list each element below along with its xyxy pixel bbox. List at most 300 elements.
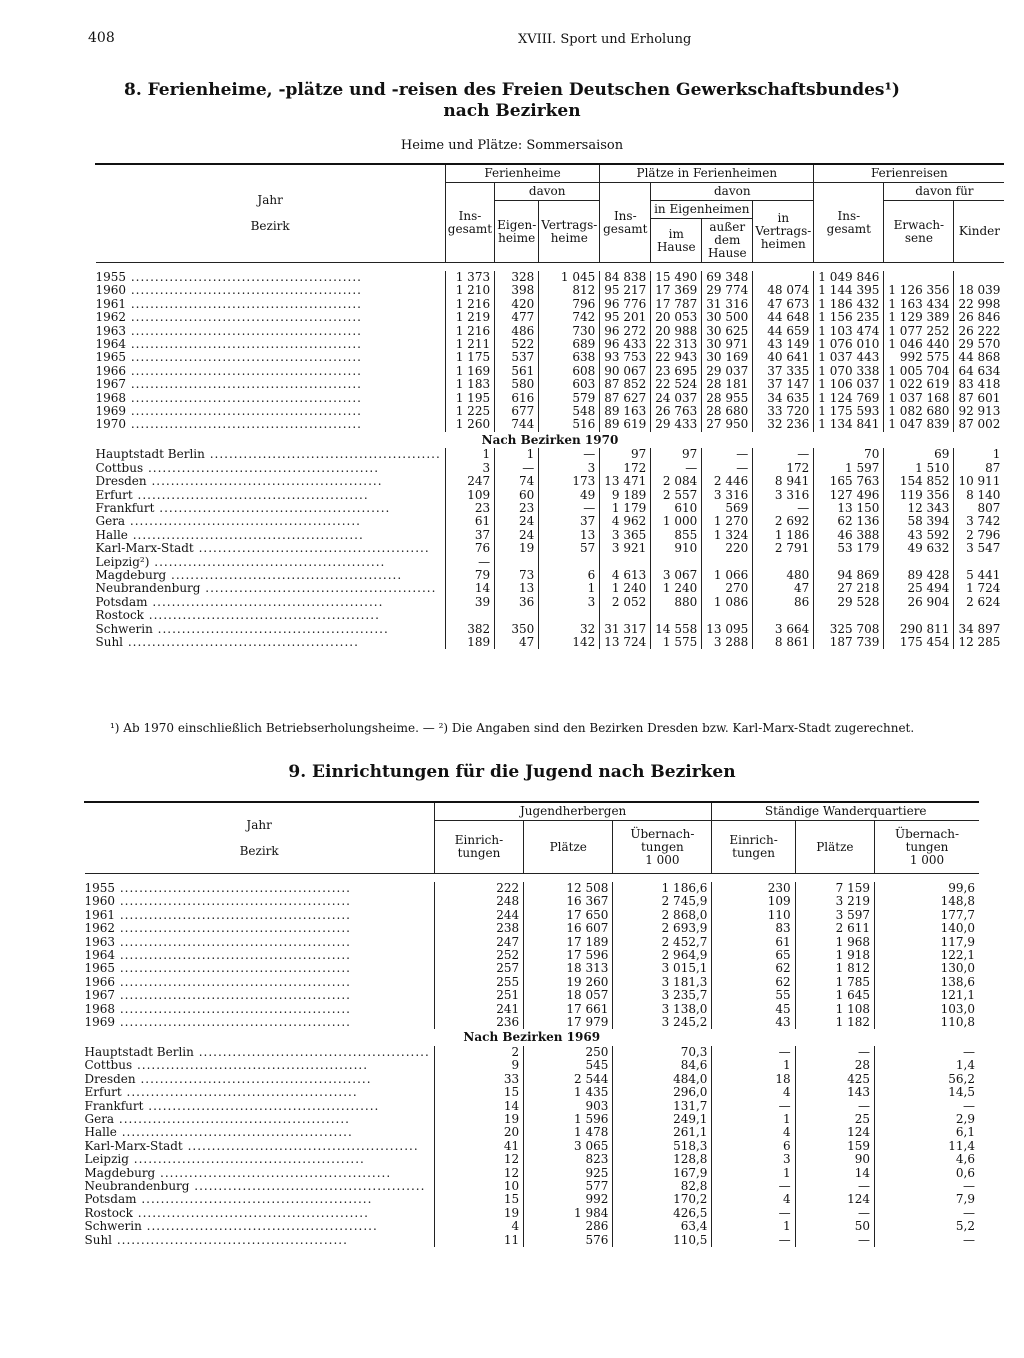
col-reisen-insgesamt: Ins-gesamt <box>814 183 884 263</box>
row-label <box>96 338 446 351</box>
col-wq-plaetze: Plätze <box>795 821 874 874</box>
table-cell: 18 057 <box>524 989 613 1002</box>
row-label-text: Karl-Marx-Stadt ..... <box>85 1140 430 1153</box>
table-cell: 56,2 <box>875 1073 979 1086</box>
table-cell: 124 <box>795 1126 874 1139</box>
row-label <box>96 623 446 636</box>
table-cell: 159 <box>795 1140 874 1153</box>
row-label-text: 1963 ..... <box>96 325 441 338</box>
table-row <box>96 284 1005 297</box>
row-label <box>96 502 446 515</box>
table-cell: 18 039 <box>954 284 1005 297</box>
table-cell: 222 <box>434 882 523 895</box>
table-cell: 255 <box>434 976 523 989</box>
table-cell: 128,8 <box>613 1153 712 1166</box>
row-label <box>96 405 446 418</box>
table-cell: 97 <box>600 448 651 461</box>
row-label <box>96 569 446 582</box>
col-ferienreisen: Ferienreisen <box>814 165 1005 183</box>
row-label-text: Gera ..... <box>96 515 441 528</box>
table-cell: 1 086 <box>702 596 753 609</box>
table-cell: 93 753 <box>600 351 651 364</box>
table-cell: 425 <box>795 1073 874 1086</box>
row-label <box>85 936 435 949</box>
table-cell: 17 787 <box>651 298 702 311</box>
table-cell: 1 103 474 <box>814 325 884 338</box>
row-label-text: 1961 ..... <box>85 909 430 922</box>
table-row <box>96 311 1005 324</box>
table-cell: 12 508 <box>524 882 613 895</box>
table-cell: 1 211 <box>445 338 494 351</box>
table-row <box>85 962 980 975</box>
table-cell: — <box>712 1207 795 1220</box>
row-label <box>85 1180 435 1193</box>
table-cell: 18 313 <box>524 962 613 975</box>
table-cell: 30 971 <box>702 338 753 351</box>
table-cell: 83 <box>712 922 795 935</box>
table-cell: 95 201 <box>600 311 651 324</box>
table-cell: 69 <box>884 448 954 461</box>
row-label-text: Erfurt ..... <box>96 489 441 502</box>
table-cell: 13 724 <box>600 636 651 649</box>
table-row <box>96 462 1005 475</box>
table-cell: 18 <box>712 1073 795 1086</box>
table-cell: 110 <box>712 909 795 922</box>
table-cell: — <box>495 462 539 475</box>
table-cell: 608 <box>539 365 600 378</box>
table-cell: — <box>753 502 814 515</box>
table-cell: — <box>795 1234 874 1247</box>
table-cell: 87 <box>954 462 1005 475</box>
table-cell: 1 070 338 <box>814 365 884 378</box>
table-cell: 4 <box>712 1126 795 1139</box>
row-label-text: Frankfurt ..... <box>85 1100 430 1113</box>
table-cell: 9 189 <box>600 489 651 502</box>
col-erwachsene: Erwach-sene <box>884 201 954 263</box>
table-cell: 3 067 <box>651 569 702 582</box>
table-row <box>85 1193 980 1206</box>
col-vertragsheime: Vertrags-heime <box>539 201 600 263</box>
table-cell: 1 435 <box>524 1086 613 1099</box>
col-in-vertragsheimen: in Vertrags-heimen <box>753 201 814 263</box>
col-wq-uebernachtungen: Übernach-tungen 1 000 <box>875 821 979 874</box>
table8-body <box>96 263 1005 650</box>
table-row <box>85 976 980 989</box>
table-cell: 10 <box>434 1180 523 1193</box>
table-cell: 97 <box>651 448 702 461</box>
table-cell: 16 367 <box>524 895 613 908</box>
table-cell: 796 <box>539 298 600 311</box>
table-cell: 44 868 <box>954 351 1005 364</box>
row-label <box>85 1234 435 1247</box>
table-cell: 3 742 <box>954 515 1005 528</box>
table-cell: 12 <box>434 1167 523 1180</box>
table-cell: — <box>795 1046 874 1059</box>
table-row <box>85 1073 980 1086</box>
table-cell: 20 988 <box>651 325 702 338</box>
row-label-text: 1955 ..... <box>96 271 441 284</box>
table-cell: 925 <box>524 1167 613 1180</box>
table-cell: 34 897 <box>954 623 1005 636</box>
table-cell: 26 904 <box>884 596 954 609</box>
row-label-text: 1964 ..... <box>96 338 441 351</box>
table-cell: 89 619 <box>600 418 651 431</box>
table-cell: 2 745,9 <box>613 895 712 908</box>
table-cell: 1 510 <box>884 462 954 475</box>
table-cell: — <box>712 1180 795 1193</box>
col-heime-insgesamt: Ins-gesamt <box>445 183 494 263</box>
table-cell: 29 528 <box>814 596 884 609</box>
table-cell: 87 002 <box>954 418 1005 431</box>
table-cell: 24 037 <box>651 392 702 405</box>
table-cell: — <box>702 462 753 475</box>
table-cell: 26 222 <box>954 325 1005 338</box>
table-cell: 12 343 <box>884 502 954 515</box>
col-jugendherbergen: Jugendherbergen <box>434 803 712 821</box>
col-jh-einrichtungen: Einrich-tungen <box>434 821 523 874</box>
table-cell: 3 <box>445 462 494 475</box>
row-label-text: Karl-Marx-Stadt ..... <box>96 542 441 555</box>
table-cell: 15 <box>434 1086 523 1099</box>
table-cell: 62 136 <box>814 515 884 528</box>
table-cell: — <box>539 448 600 461</box>
table-cell: 57 <box>539 542 600 555</box>
col-wq-einrichtungen: Einrich-tungen <box>712 821 795 874</box>
table-cell: 4 <box>712 1086 795 1099</box>
table-cell: 1 124 769 <box>814 392 884 405</box>
table-cell: 1 045 <box>539 271 600 284</box>
table-cell: 17 979 <box>524 1016 613 1029</box>
row-label <box>85 989 435 1002</box>
table-cell: 96 433 <box>600 338 651 351</box>
table-cell: 172 <box>600 462 651 475</box>
table-cell: 110,8 <box>875 1016 979 1029</box>
table-cell: 90 067 <box>600 365 651 378</box>
row-label-text: Magdeburg ..... <box>85 1167 430 1180</box>
table-cell: 84,6 <box>613 1059 712 1072</box>
row-label-text: Rostock ..... <box>96 609 441 622</box>
table-cell: 1 163 434 <box>884 298 954 311</box>
table-cell: 96 776 <box>600 298 651 311</box>
table-cell: 11,4 <box>875 1140 979 1153</box>
table-cell: 23 <box>495 502 539 515</box>
table-cell: 49 632 <box>884 542 954 555</box>
table-cell: 250 <box>524 1046 613 1059</box>
table-cell: 1 <box>495 448 539 461</box>
table-cell: 689 <box>539 338 600 351</box>
table-cell: 2 796 <box>954 529 1005 542</box>
row-label <box>85 1059 435 1072</box>
row-label <box>85 962 435 975</box>
table-cell: 579 <box>539 392 600 405</box>
row-label <box>96 475 446 488</box>
table-cell: 48 074 <box>753 284 814 297</box>
table-cell: 545 <box>524 1059 613 1072</box>
row-label-text: 1965 ..... <box>85 962 430 975</box>
table-cell: 17 650 <box>524 909 613 922</box>
table-cell: 4 <box>434 1220 523 1233</box>
table-cell: 79 <box>445 569 494 582</box>
row-header: Jahr Bezirk <box>96 165 446 263</box>
table-cell: 84 838 <box>600 271 651 284</box>
table-cell: 3 547 <box>954 542 1005 555</box>
table-cell: 3 015,1 <box>613 962 712 975</box>
table-row <box>85 1100 980 1113</box>
row-label-text: Magdeburg ..... <box>96 569 441 582</box>
table-cell: 903 <box>524 1100 613 1113</box>
table-cell <box>954 271 1005 284</box>
row-label-text: Hauptstadt Berlin ..... <box>96 448 441 461</box>
table-row <box>85 1140 980 1153</box>
table-cell: 2 052 <box>600 596 651 609</box>
table-cell: 25 <box>795 1113 874 1126</box>
table-cell: 855 <box>651 529 702 542</box>
table8-subtitle: Heime und Plätze: Sommersaison <box>400 138 624 153</box>
table-cell: 1 182 <box>795 1016 874 1029</box>
row-label <box>85 1193 435 1206</box>
table-cell <box>495 609 539 622</box>
table-cell: 1 <box>539 582 600 595</box>
row-label-text: Leipzig²) ..... <box>96 556 441 569</box>
row-label-text: 1966 ..... <box>85 976 430 989</box>
row-label-text: 1965 ..... <box>96 351 441 364</box>
row-label <box>85 895 435 908</box>
table-cell: 87 852 <box>600 378 651 391</box>
table-cell: 3 365 <box>600 529 651 542</box>
table-cell: 19 <box>434 1207 523 1220</box>
table-cell: 27 950 <box>702 418 753 431</box>
table-cell: 2 544 <box>524 1073 613 1086</box>
table-cell: 992 575 <box>884 351 954 364</box>
row-label-text: 1960 ..... <box>96 284 441 297</box>
table-row <box>96 338 1005 351</box>
table-cell: 16 607 <box>524 922 613 935</box>
table-cell: 247 <box>445 475 494 488</box>
table-cell: — <box>795 1207 874 1220</box>
table-cell: 477 <box>495 311 539 324</box>
table-cell: 1 <box>712 1059 795 1072</box>
row-label-text: 1966 ..... <box>96 365 441 378</box>
table-cell: 486 <box>495 325 539 338</box>
table-cell: 1 225 <box>445 405 494 418</box>
table-cell: — <box>875 1100 979 1113</box>
row-label-text: 1962 ..... <box>96 311 441 324</box>
table-row <box>96 392 1005 405</box>
table-row <box>85 936 980 949</box>
table-cell <box>702 556 753 569</box>
table-cell: 537 <box>495 351 539 364</box>
table-cell: 4 962 <box>600 515 651 528</box>
row-label <box>85 1100 435 1113</box>
table-cell: 60 <box>495 489 539 502</box>
row-label-text: Halle ..... <box>96 529 441 542</box>
table-cell: 2 611 <box>795 922 874 935</box>
row-header: Jahr Bezirk <box>85 803 435 874</box>
table-cell: 17 369 <box>651 284 702 297</box>
table-cell: 1 126 356 <box>884 284 954 297</box>
table-cell: 33 <box>434 1073 523 1086</box>
table-cell: 1 106 037 <box>814 378 884 391</box>
table-cell <box>753 609 814 622</box>
table-cell: 610 <box>651 502 702 515</box>
table-cell: 1 046 440 <box>884 338 954 351</box>
table-cell: 8 861 <box>753 636 814 649</box>
table-cell: 165 763 <box>814 475 884 488</box>
table-cell: 1 216 <box>445 298 494 311</box>
table-cell: 249,1 <box>613 1113 712 1126</box>
table-cell: — <box>712 1234 795 1247</box>
row-label <box>85 976 435 989</box>
table-cell: 15 <box>434 1193 523 1206</box>
row-label-text: Schwerin ..... <box>85 1220 430 1233</box>
table-row <box>96 502 1005 515</box>
table-cell: 122,1 <box>875 949 979 962</box>
table8-title: 8. Ferienheime, -plätze und -reisen des Freien Deutschen Gewerkschaftsbundes¹) nach Bezirken <box>124 80 900 121</box>
table-cell: 17 596 <box>524 949 613 962</box>
table-cell: — <box>875 1180 979 1193</box>
row-label <box>96 556 446 569</box>
row-label <box>96 418 446 431</box>
row-label <box>96 351 446 364</box>
table-cell: 236 <box>434 1016 523 1029</box>
table-cell: 1 186 432 <box>814 298 884 311</box>
table-cell: 812 <box>539 284 600 297</box>
table-cell: 94 869 <box>814 569 884 582</box>
table-cell: 26 763 <box>651 405 702 418</box>
table-cell: 1 240 <box>651 582 702 595</box>
table-cell: 1 156 235 <box>814 311 884 324</box>
table-row <box>85 1059 980 1072</box>
row-label-text: 1968 ..... <box>96 392 441 405</box>
row-label <box>85 1153 435 1166</box>
table-cell: 3 138,0 <box>613 1003 712 1016</box>
table-cell: 1 <box>712 1220 795 1233</box>
table-cell: 92 913 <box>954 405 1005 418</box>
table-cell: 426,5 <box>613 1207 712 1220</box>
table-cell: 1 076 010 <box>814 338 884 351</box>
table-cell: 1 373 <box>445 271 494 284</box>
table-row <box>85 1016 980 1029</box>
row-label <box>96 529 446 542</box>
table-cell: 70,3 <box>613 1046 712 1059</box>
table-cell: 1 049 846 <box>814 271 884 284</box>
table-cell: 2 <box>434 1046 523 1059</box>
table-cell: 14,5 <box>875 1086 979 1099</box>
table-cell: 325 708 <box>814 623 884 636</box>
row-label-text: 1967 ..... <box>85 989 430 1002</box>
table-cell: 74 <box>495 475 539 488</box>
table-cell: 522 <box>495 338 539 351</box>
table-cell: 1 <box>954 448 1005 461</box>
table-row <box>96 418 1005 431</box>
table-cell: 173 <box>539 475 600 488</box>
col-plaetze: Plätze in Ferienheimen <box>600 165 814 183</box>
table-cell: 70 <box>814 448 884 461</box>
table-cell: 1 077 252 <box>884 325 954 338</box>
table-cell: 14 558 <box>651 623 702 636</box>
table-cell <box>495 556 539 569</box>
table-cell: 580 <box>495 378 539 391</box>
table-cell: — <box>712 1046 795 1059</box>
table-cell: 47 <box>753 582 814 595</box>
table-cell: 603 <box>539 378 600 391</box>
row-label-text: 1969 ..... <box>96 405 441 418</box>
table-cell: 576 <box>524 1234 613 1247</box>
col-plaetze-davon: davon <box>651 183 814 201</box>
row-label-text: Frankfurt ..... <box>96 502 441 515</box>
table-cell: 677 <box>495 405 539 418</box>
table-cell: 561 <box>495 365 539 378</box>
table-cell: 32 <box>539 623 600 636</box>
table-cell: 1 037 168 <box>884 392 954 405</box>
table-cell: 3 288 <box>702 636 753 649</box>
row-label <box>96 582 446 595</box>
row-label <box>96 271 446 284</box>
table-cell: 248 <box>434 895 523 908</box>
table-cell: 569 <box>702 502 753 515</box>
table-cell: 64 634 <box>954 365 1005 378</box>
table-cell: 3 597 <box>795 909 874 922</box>
table-cell: 40 641 <box>753 351 814 364</box>
table-cell: 55 <box>712 989 795 1002</box>
table8-head <box>96 164 1005 263</box>
table-cell: 742 <box>539 311 600 324</box>
table-row <box>85 1207 980 1220</box>
table-cell: 1 260 <box>445 418 494 431</box>
table-cell: 63,4 <box>613 1220 712 1233</box>
row-label <box>96 392 446 405</box>
table-cell: 744 <box>495 418 539 431</box>
table-cell <box>651 609 702 622</box>
row-label <box>96 636 446 649</box>
table9 <box>84 801 979 1247</box>
table-cell: 22 524 <box>651 378 702 391</box>
table-row <box>85 1113 980 1126</box>
table-cell: 1 129 389 <box>884 311 954 324</box>
table-cell: 823 <box>524 1153 613 1166</box>
table-cell: — <box>795 1180 874 1193</box>
table-cell: 5,2 <box>875 1220 979 1233</box>
table-cell: 4 613 <box>600 569 651 582</box>
table-row <box>96 378 1005 391</box>
table-cell: 1 175 <box>445 351 494 364</box>
table-cell: 58 394 <box>884 515 954 528</box>
table-cell: 4,6 <box>875 1153 979 1166</box>
table-cell: 43 592 <box>884 529 954 542</box>
table-cell: 11 <box>434 1234 523 1247</box>
table-row <box>96 475 1005 488</box>
table-cell: 15 490 <box>651 271 702 284</box>
table-cell: 30 500 <box>702 311 753 324</box>
table-cell: 1 324 <box>702 529 753 542</box>
table-cell: 261,1 <box>613 1126 712 1139</box>
table-cell: 47 673 <box>753 298 814 311</box>
table-cell: 238 <box>434 922 523 935</box>
table-cell: 296,0 <box>613 1086 712 1099</box>
table-cell <box>884 271 954 284</box>
table-cell: 14 <box>434 1100 523 1113</box>
col-ausser-dem-hause: außer dem Hause <box>702 219 753 263</box>
table-row <box>85 1086 980 1099</box>
row-label <box>96 489 446 502</box>
row-label <box>85 1220 435 1233</box>
table-cell <box>884 609 954 622</box>
row-label <box>96 365 446 378</box>
col-im-hause: im Hause <box>651 219 702 263</box>
table-cell: 89 428 <box>884 569 954 582</box>
table-cell: 12 285 <box>954 636 1005 649</box>
table-cell: 130,0 <box>875 962 979 975</box>
